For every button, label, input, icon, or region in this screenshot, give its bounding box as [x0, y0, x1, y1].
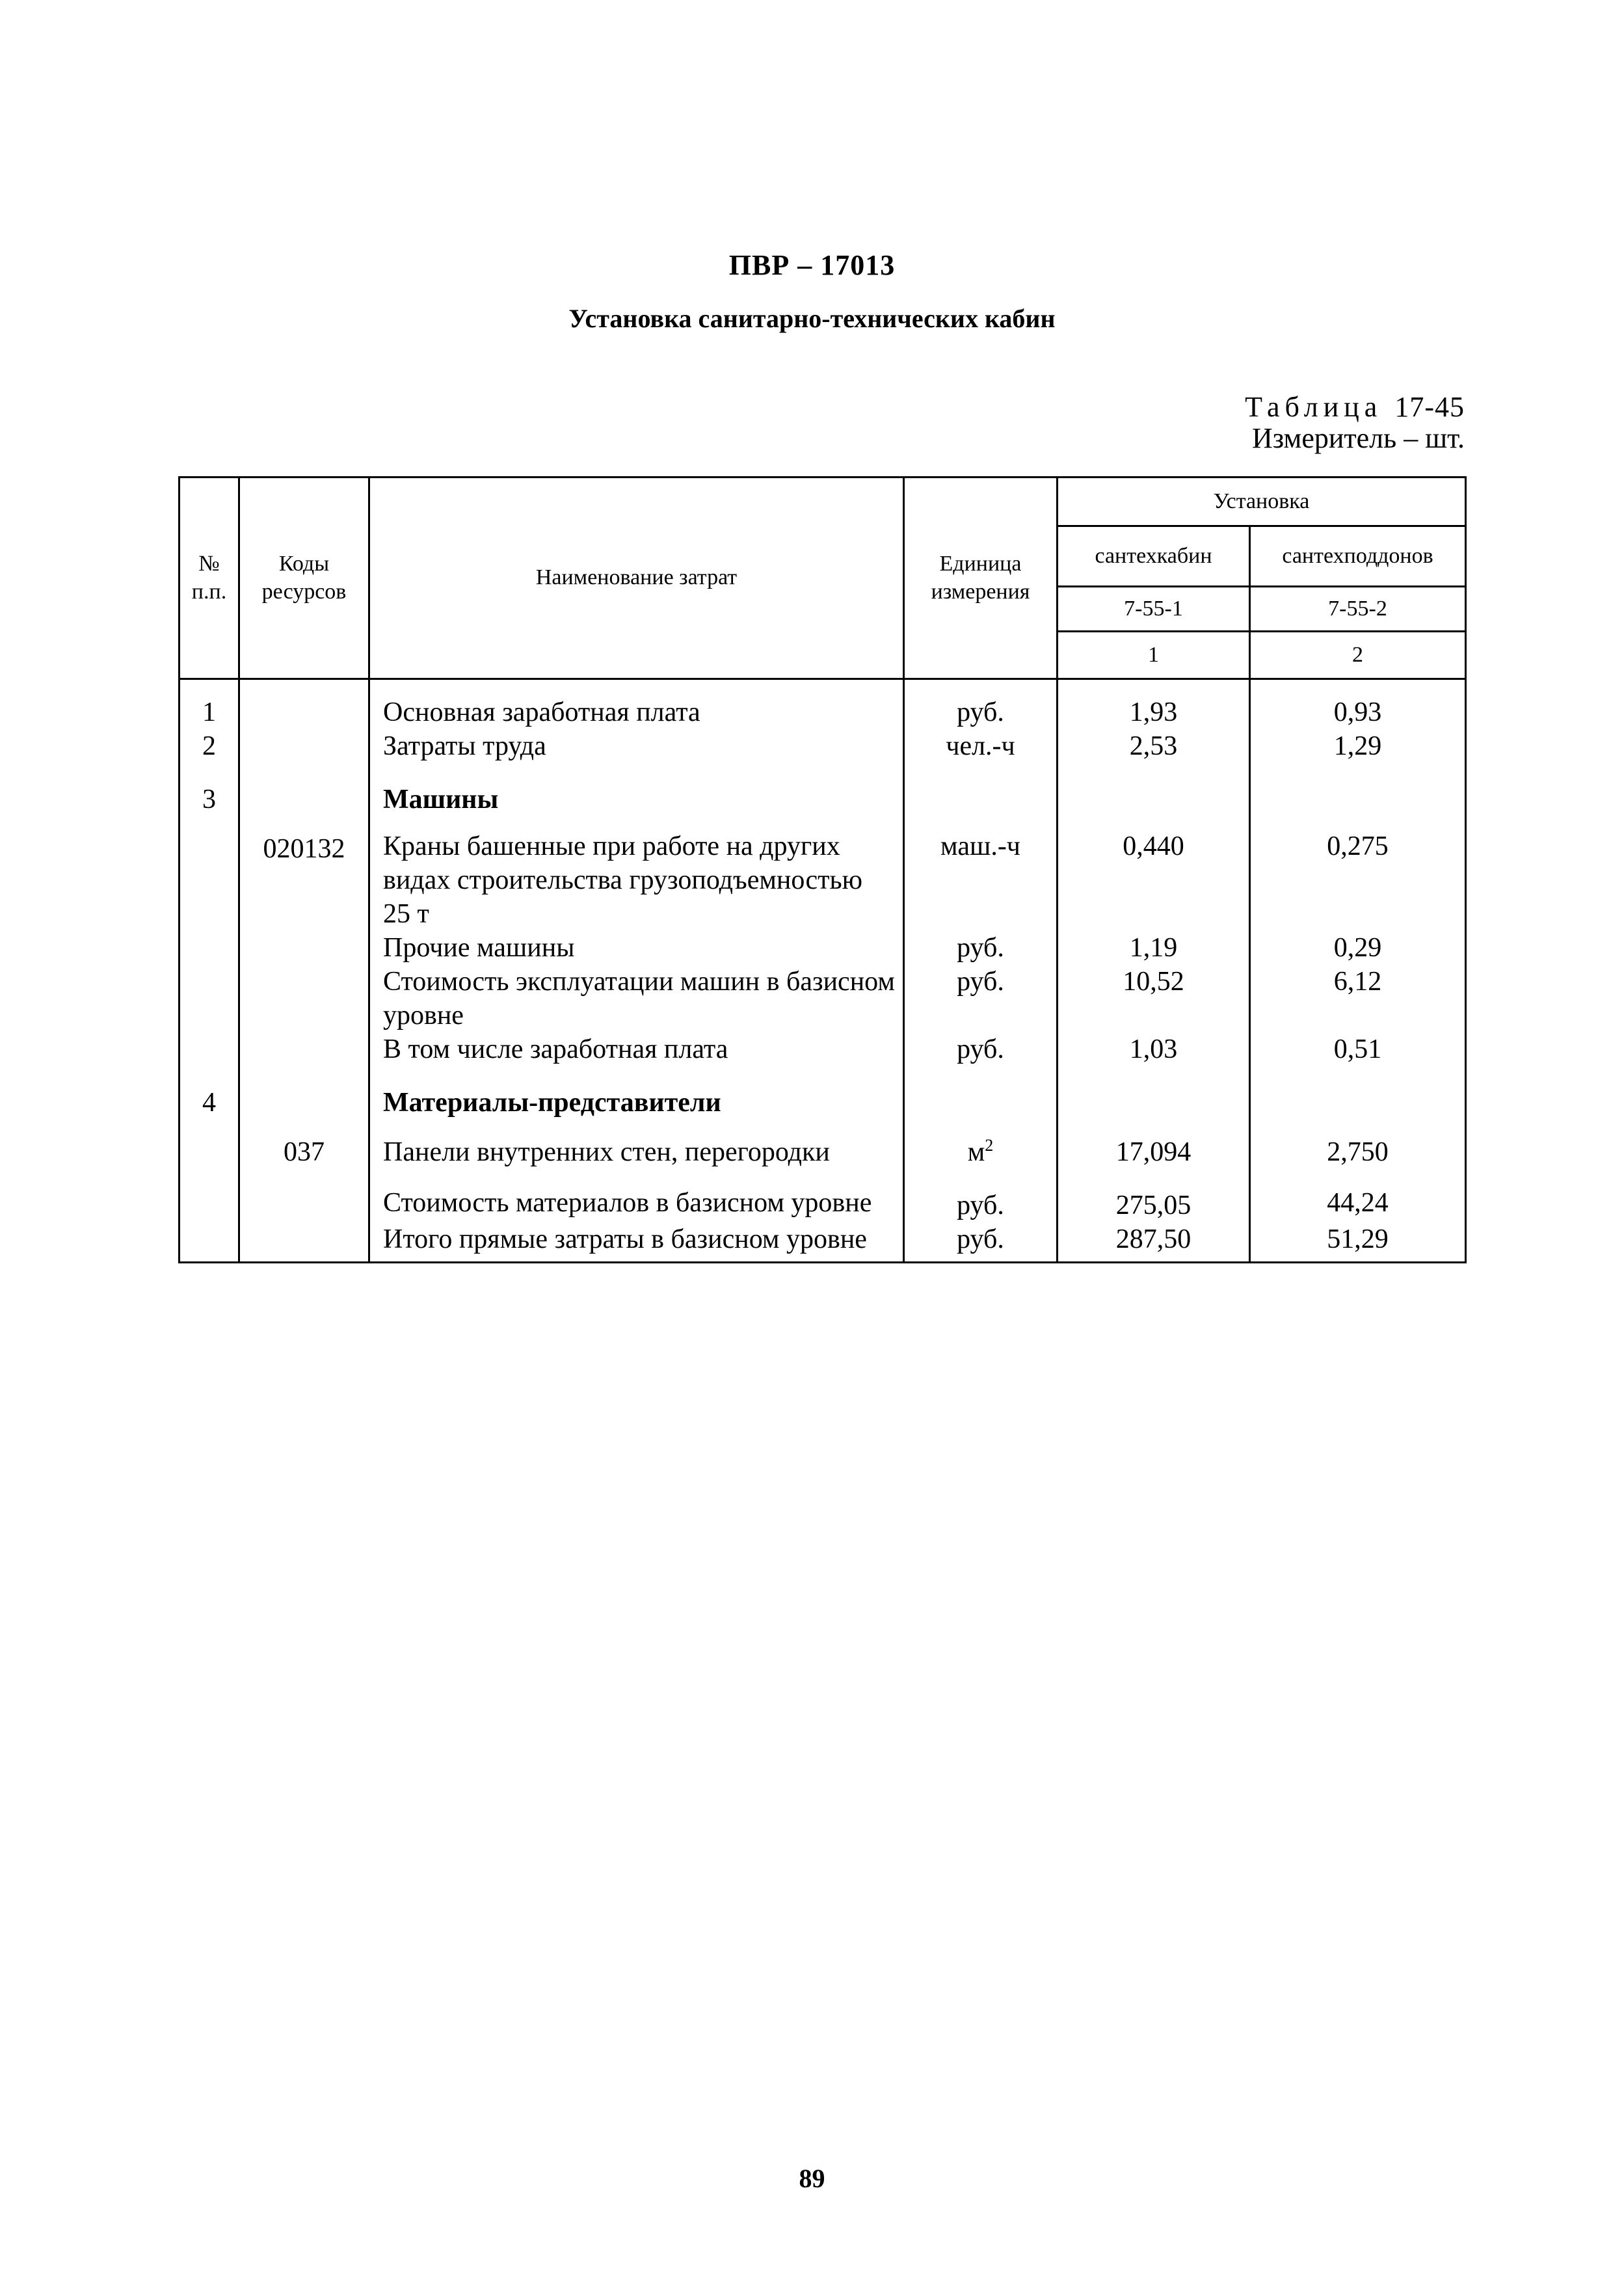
header-code-1: 7-55-1	[1058, 587, 1250, 632]
section-title: Материалы-представители	[369, 1066, 904, 1120]
row-unit: руб.	[904, 1222, 1058, 1263]
header-index-2: 2	[1250, 632, 1466, 679]
unit-superscript: 2	[985, 1136, 994, 1155]
row-value-1: 17,094	[1058, 1120, 1250, 1169]
table-row	[180, 1222, 1466, 1263]
table-number: 17-45	[1394, 391, 1465, 423]
row-name: Стоимость эксплуатации машин в базисном уровне	[369, 965, 904, 1032]
row-value-1	[1058, 1066, 1250, 1120]
row-name: Панели внутренних стен, перегородки	[369, 1120, 904, 1169]
table-reference	[1245, 390, 1465, 424]
document-code: ПВР – 17013	[728, 249, 896, 281]
table-row	[180, 1120, 1466, 1169]
row-value-2: 6,12	[1250, 965, 1466, 1032]
row-value-1: 1,93	[1058, 679, 1250, 730]
row-code	[239, 729, 369, 763]
meter-unit: Измеритель – шт.	[1251, 422, 1465, 454]
row-value-1: 0,440	[1058, 816, 1250, 931]
row-code: 020132	[239, 816, 369, 931]
row-value-2: 2,750	[1250, 1120, 1466, 1169]
row-value-2: 0,275	[1250, 816, 1466, 931]
row-value-1	[1058, 763, 1250, 816]
row-num	[180, 1120, 239, 1169]
row-code	[239, 1169, 369, 1222]
row-num	[180, 1169, 239, 1222]
row-code	[239, 763, 369, 816]
row-unit	[904, 763, 1058, 816]
row-code	[239, 1032, 369, 1066]
row-value-2: 0,29	[1250, 931, 1466, 965]
row-value-2: 0,93	[1250, 679, 1466, 730]
row-num	[180, 965, 239, 1032]
page-number: 89	[799, 2164, 825, 2193]
row-unit: руб.	[904, 931, 1058, 965]
header-name: Наименование затрат	[369, 478, 904, 679]
row-num: 1	[180, 679, 239, 730]
row-code	[239, 965, 369, 1032]
row-value-1: 1,03	[1058, 1032, 1250, 1066]
row-num	[180, 1222, 239, 1263]
row-name: Прочие машины	[369, 931, 904, 965]
header-num: № п.п.	[180, 478, 239, 679]
table-row	[180, 1169, 1466, 1222]
section-title: Машины	[369, 763, 904, 816]
table-row	[180, 931, 1466, 965]
row-num: 2	[180, 729, 239, 763]
row-value-2: 0,51	[1250, 1032, 1466, 1066]
row-value-1: 2,53	[1058, 729, 1250, 763]
row-value-2: 1,29	[1250, 729, 1466, 763]
header-code-2: 7-55-2	[1250, 587, 1466, 632]
row-num	[180, 931, 239, 965]
row-unit: маш.-ч	[904, 816, 1058, 931]
table-label: Таблица	[1245, 391, 1383, 423]
row-unit: руб.	[904, 679, 1058, 730]
header-sub-2: сантехподдонов	[1250, 526, 1466, 587]
row-num: 3	[180, 763, 239, 816]
row-value-2	[1250, 1066, 1466, 1120]
table-row	[180, 816, 1466, 931]
row-name: Стоимость материалов в базисном уровне	[369, 1169, 904, 1222]
header-index-1: 1	[1058, 632, 1250, 679]
row-name: Основная заработная плата	[369, 679, 904, 730]
row-value-2	[1250, 763, 1466, 816]
table-row	[180, 965, 1466, 1032]
table-row	[180, 1032, 1466, 1066]
row-num	[180, 1032, 239, 1066]
row-value-2: 51,29	[1250, 1222, 1466, 1263]
row-value-2: 44,24	[1250, 1169, 1466, 1222]
row-name: Итого прямые затраты в базисном уровне	[369, 1222, 904, 1263]
row-unit	[904, 1120, 1058, 1169]
table-header	[180, 478, 1466, 679]
row-code	[239, 679, 369, 730]
cost-table	[178, 476, 1467, 1263]
table-row	[180, 729, 1466, 763]
row-value-1: 10,52	[1058, 965, 1250, 1032]
row-code	[239, 1066, 369, 1120]
row-name: Краны башенные при работе на других видах строительства грузоподъемностью 25 т	[369, 816, 904, 931]
row-value-1: 287,50	[1058, 1222, 1250, 1263]
row-unit	[904, 1066, 1058, 1120]
row-unit: руб.	[904, 1169, 1058, 1222]
row-unit: чел.-ч	[904, 729, 1058, 763]
row-code: 037	[239, 1120, 369, 1169]
row-name: В том числе заработная плата	[369, 1032, 904, 1066]
header-unit: Единица измерения	[904, 478, 1058, 679]
row-num: 4	[180, 1066, 239, 1120]
header-group: Установка	[1058, 478, 1466, 526]
table-row	[180, 679, 1466, 730]
header-sub-1: сантехкабин	[1058, 526, 1250, 587]
document-title: Установка санитарно-технических кабин	[568, 304, 1056, 333]
row-value-1: 1,19	[1058, 931, 1250, 965]
row-unit: руб.	[904, 1032, 1058, 1066]
row-value-1: 275,05	[1058, 1169, 1250, 1222]
row-code	[239, 1222, 369, 1263]
table-row	[180, 763, 1466, 816]
row-num	[180, 816, 239, 931]
row-unit: руб.	[904, 965, 1058, 1032]
table-row	[180, 1066, 1466, 1120]
table-body	[180, 679, 1466, 1263]
row-code	[239, 931, 369, 965]
header-code: Коды ресурсов	[239, 478, 369, 679]
row-name: Затраты труда	[369, 729, 904, 763]
unit-text: м	[967, 1137, 985, 1167]
